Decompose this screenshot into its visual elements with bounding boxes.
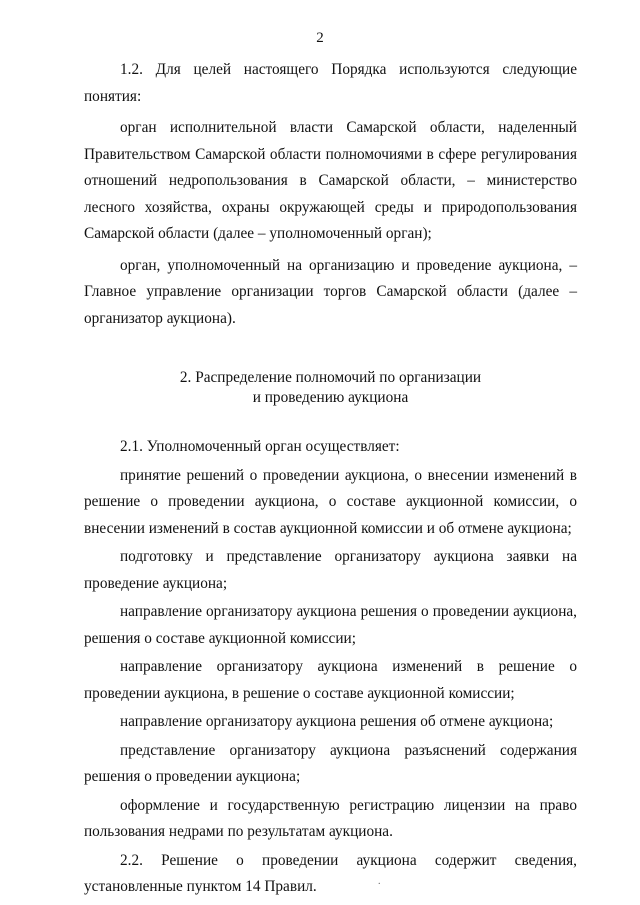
list-item-send-decision: направление организатору аукциона решения о проведении аукциона, решения о составе аукционной комиссии; xyxy=(84,603,577,647)
paragraph-1-2: 1.2. Для целей настоящего Порядка используются следующие понятия: xyxy=(84,61,577,105)
paragraph-auction-organizer: орган, уполномоченный на организацию и проведение аукциона, – Главное управление организации торгов Самарской области (далее – организатор аукциона). xyxy=(84,256,577,327)
footer-dot: . xyxy=(378,876,381,887)
list-item-send-changes: направление организатору аукциона изменений в решение о проведении аукциона, в решение о составе аукционной комиссии; xyxy=(84,658,577,702)
section-heading-line-1: 2. Распределение полномочий по организации xyxy=(179,369,482,386)
page-number: 2 xyxy=(316,30,324,46)
list-item-application: подготовку и представление организатору аукциона заявки на проведение аукциона; xyxy=(84,548,577,592)
paragraph-2-2: 2.2. Решение о проведении аукциона содержит сведения, установленные пунктом 14 Правил. xyxy=(84,851,577,895)
list-item-license: оформление и государственную регистрацию лицензии на право пользования недрами по результатам аукциона. xyxy=(84,796,577,840)
list-item-send-cancellation: направление организатору аукциона решения об отмене аукциона; xyxy=(120,713,554,730)
paragraph-executive-body: орган исполнительной власти Самарской области, наделенный Правительством Самарской области полномочиями в сфере регулирования отношений недропользования в Самарской области, – министерство лесного хозяйства, охраны окружающей среды и природопользования Самарской области (далее – уполномоченный орган); xyxy=(84,119,577,242)
list-item-explanations: представление организатору аукциона разъяснений содержания решения о проведении аукциона; xyxy=(84,741,577,785)
list-item-decisions: принятие решений о проведении аукциона, о внесении изменений в решение о проведении аукциона, о составе аукционной комиссии, о внесении изменений в состав аукционной комиссии и об отмене аукциона; xyxy=(84,466,577,537)
paragraph-2-1: 2.1. Уполномоченный орган осуществляет: xyxy=(120,438,400,455)
section-heading xyxy=(84,368,577,408)
document-body xyxy=(84,57,577,901)
section-heading-line-2: и проведению аукциона xyxy=(252,389,409,406)
